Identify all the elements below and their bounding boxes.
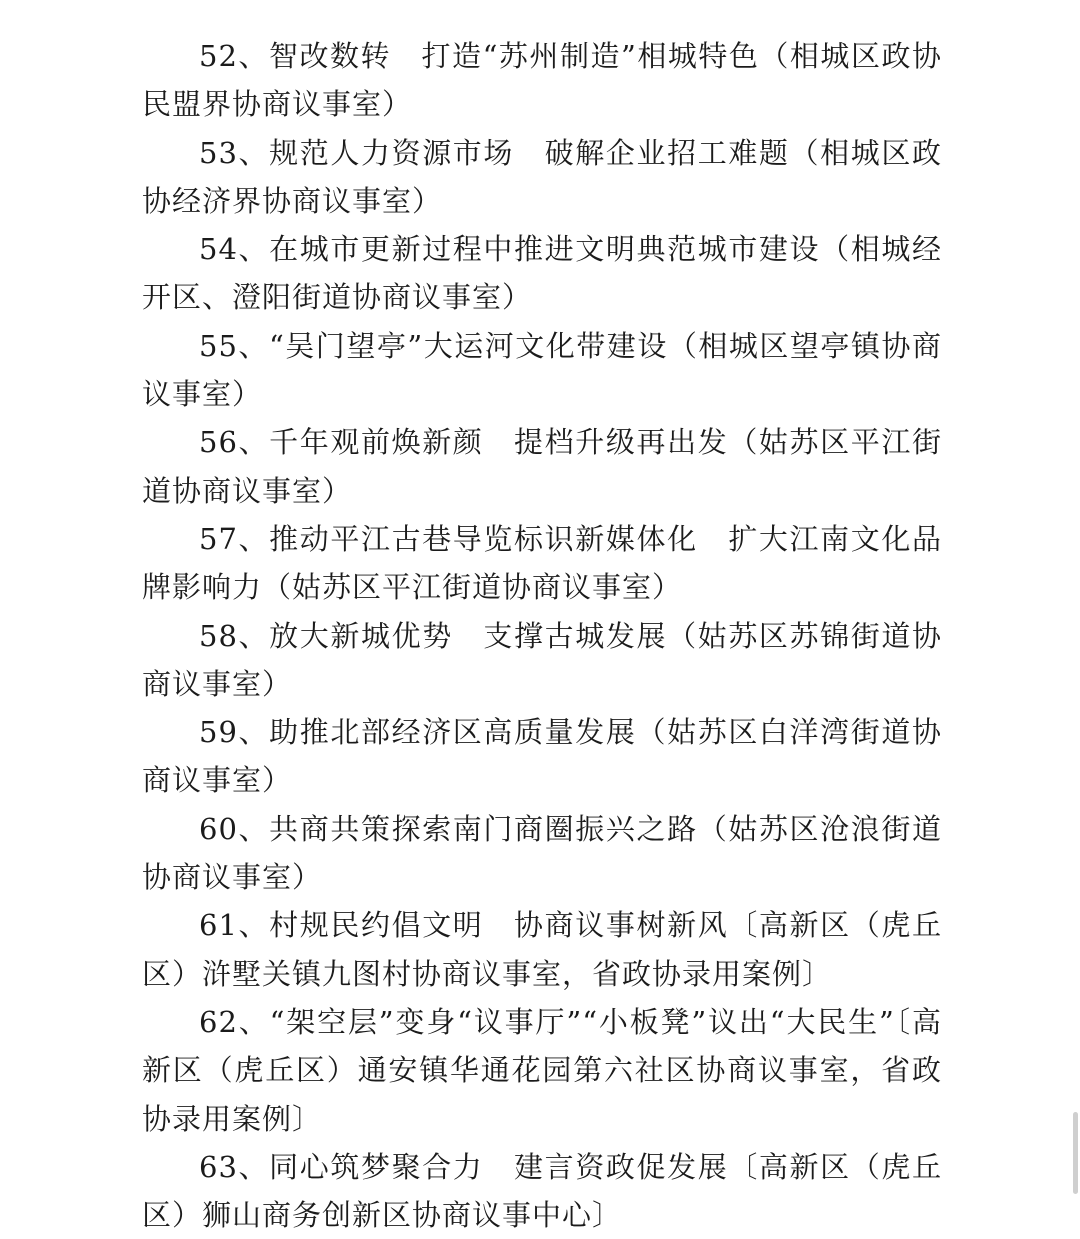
list-item-60: 60、共商共策探索南门商圈振兴之路（姑苏区沧浪街道协商议事室） — [142, 811, 942, 895]
list-item-62: 62、“架空层”变身“议事厅”“小板凳”议出“大民生”〔高新区（虎丘区）通安镇华通花园第六社区协商议事室，省政协录用案例〕 — [142, 1004, 942, 1136]
list-item-56: 56、千年观前焕新颜 提档升级再出发（姑苏区平江街道协商议事室） — [142, 425, 942, 508]
list-item-59: 59、助推北部经济区高质量发展（姑苏区白洋湾街道协商议事室） — [142, 715, 942, 798]
scrollbar-thumb[interactable] — [1073, 1112, 1078, 1194]
document-body — [142, 32, 942, 1239]
list-item-54: 54、在城市更新过程中推进文明典范城市建设（相城经开区、澄阳街道协商议事室） — [142, 232, 942, 315]
list-item-53: 53、规范人力资源市场 破解企业招工难题（相城区政协经济界协商议事室） — [142, 135, 942, 218]
list-item-57: 57、推动平江古巷导览标识新媒体化 扩大江南文化品牌影响力（姑苏区平江街道协商议事室） — [142, 521, 942, 605]
list-item-63: 63、同心筑梦聚合力 建言资政促发展〔高新区（虎丘区）狮山商务创新区协商议事中心〕 — [142, 1149, 942, 1233]
list-item-61: 61、村规民约倡文明 协商议事树新风〔高新区（虎丘区）浒墅关镇九图村协商议事室，省政协录用案例〕 — [142, 908, 942, 991]
list-item-58: 58、放大新城优势 支撑古城发展（姑苏区苏锦街道协商议事室） — [142, 618, 942, 701]
list-item-52: 52、智改数转 打造“苏州制造”相城特色（相城区政协民盟界协商议事室） — [142, 39, 942, 122]
list-item-55: 55、“吴门望亭”大运河文化带建设（相城区望亭镇协商议事室） — [142, 328, 942, 412]
